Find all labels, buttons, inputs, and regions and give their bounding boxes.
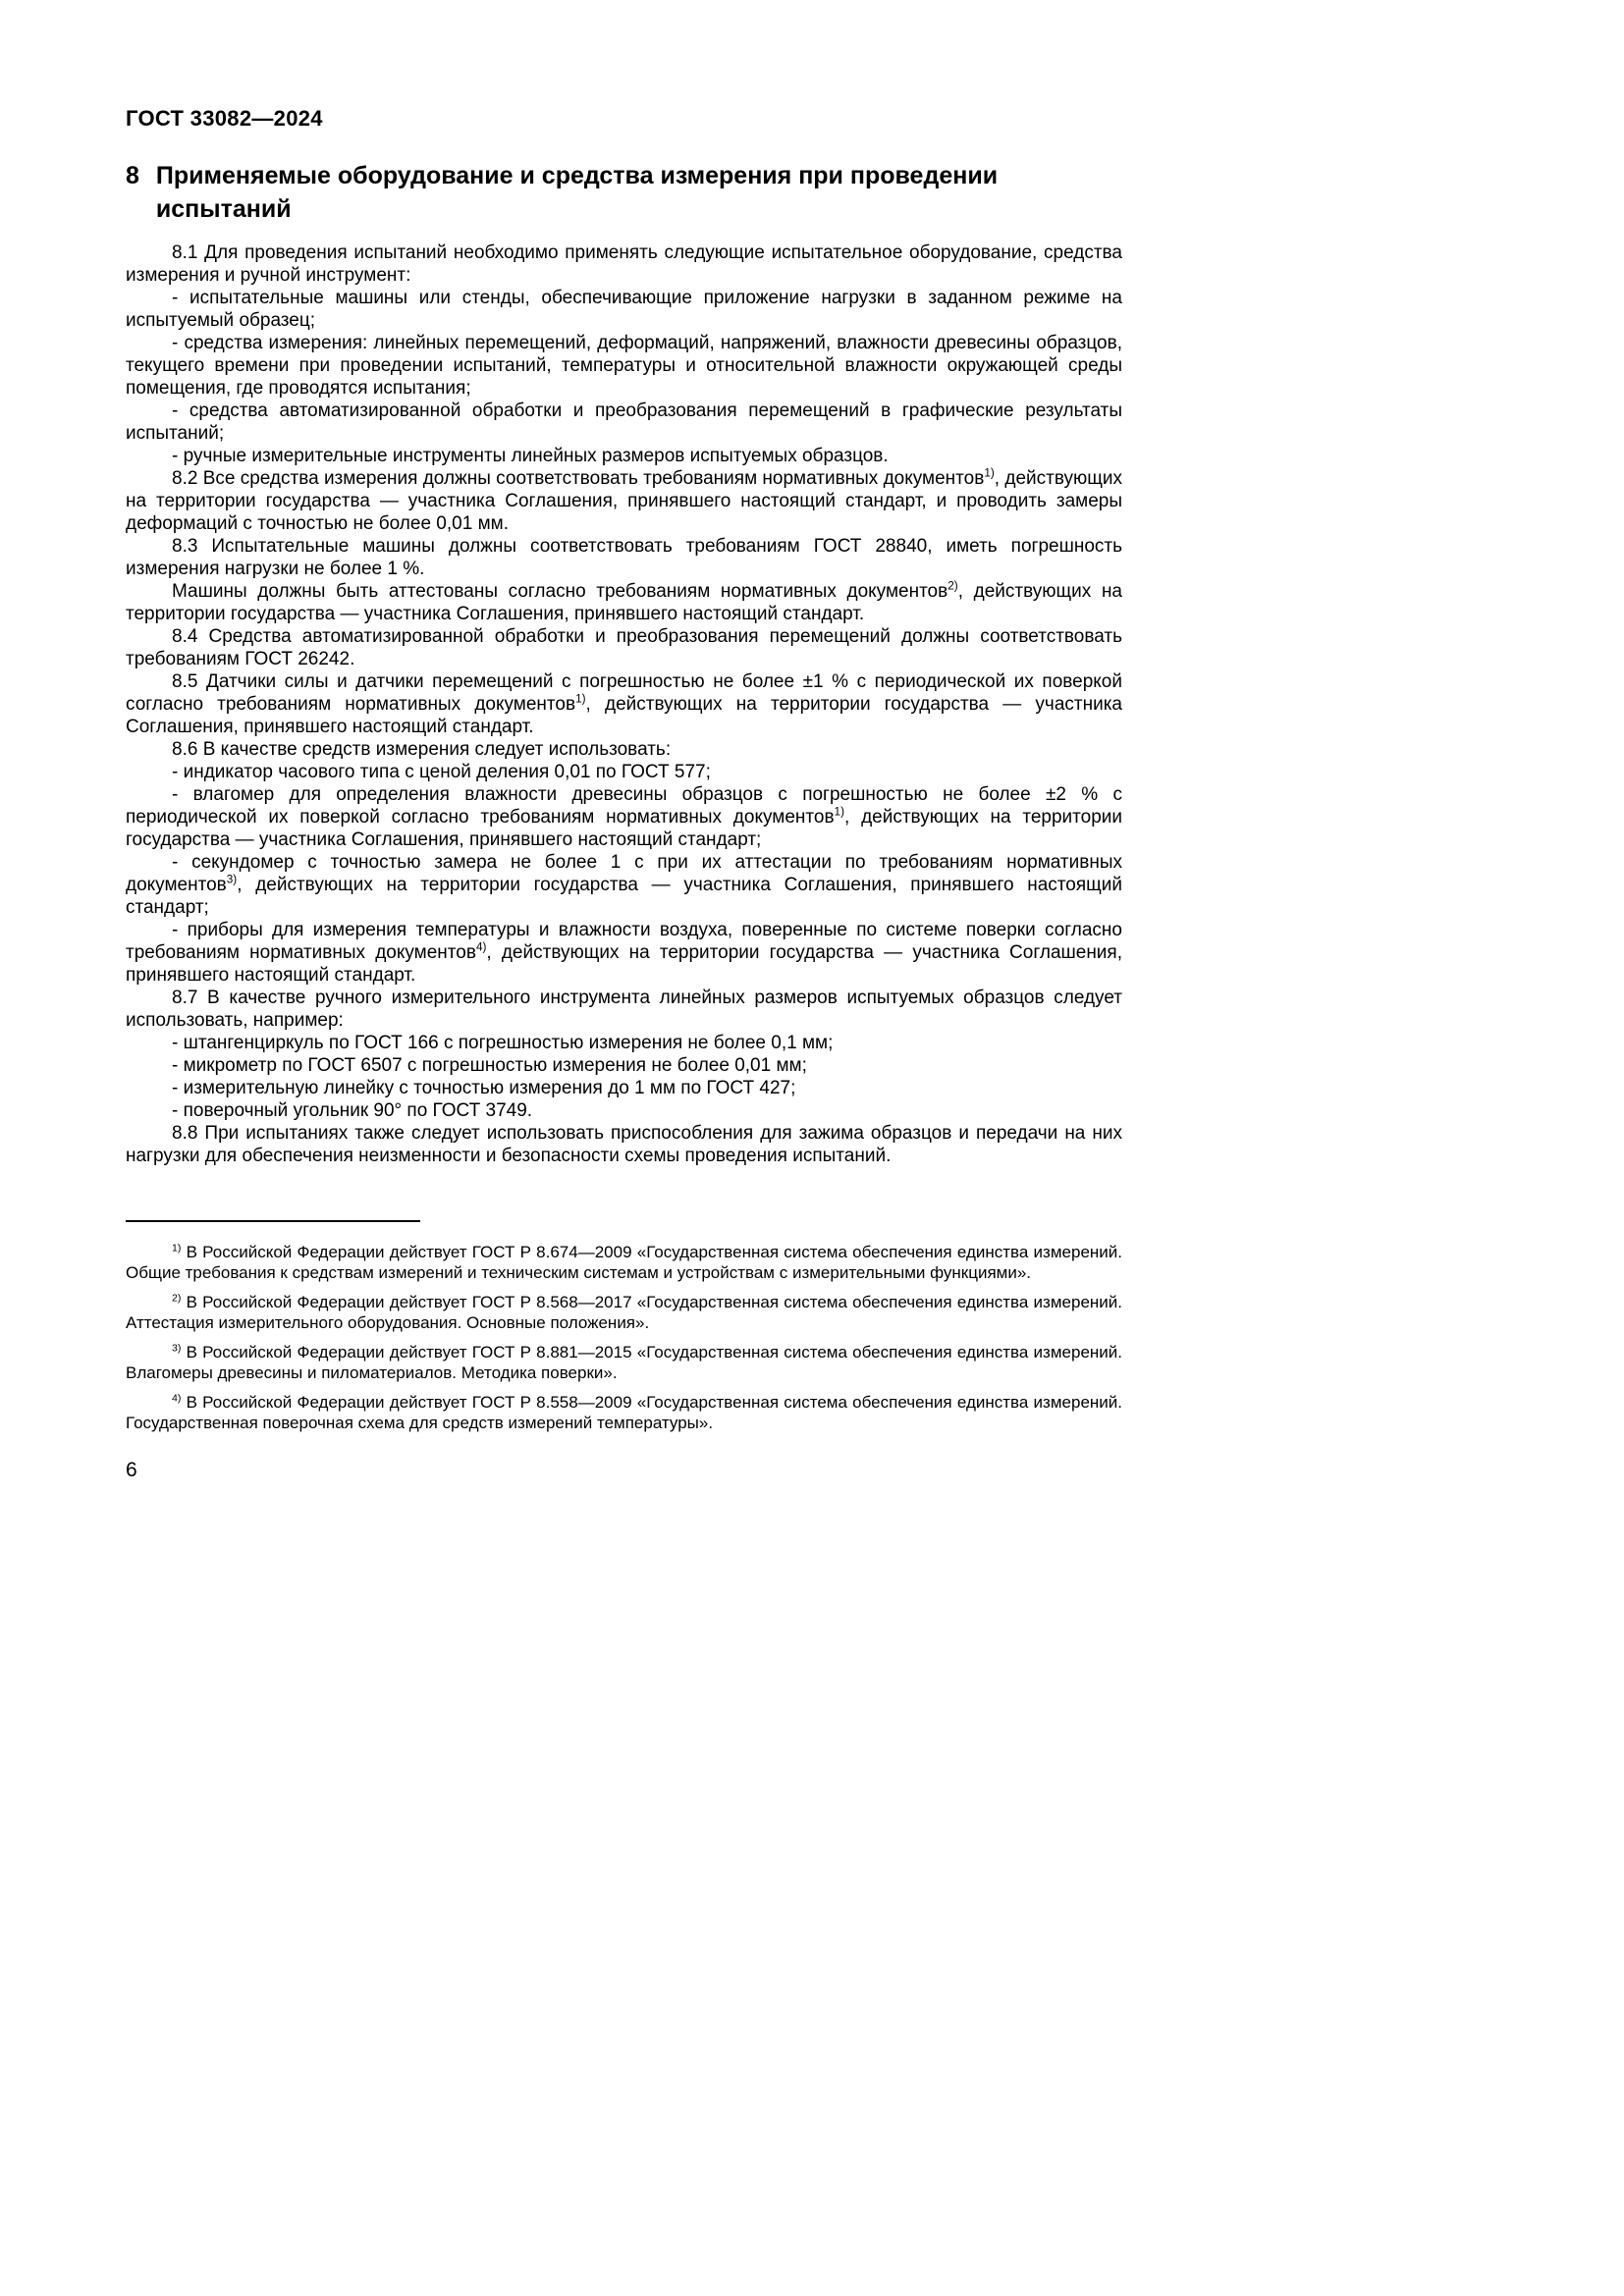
footnote-ref: 1) bbox=[575, 692, 586, 706]
section-title: Применяемые оборудование и средства измерения при проведении испытаний bbox=[155, 162, 999, 223]
clause-8-4: 8.4 Средства автоматизированной обработки и преобразования перемещений должны соответствовать требованиям ГОСТ 26242. bbox=[126, 626, 1122, 669]
list-item-micrometer: - микрометр по ГОСТ 6507 с погрешностью измерения не более 0,01 мм; bbox=[172, 1055, 807, 1076]
clause-8-3-attestation: Машины должны быть аттестованы согласно требованиям нормативных документов$^{2)}$, действующих на территории государства — участника Соглашения, принявшего настоящий стандарт. bbox=[126, 579, 1123, 624]
clause-8-7: 8.7 В качестве ручного измерительного инструмента линейных размеров испытуемых образцов следует использовать, например: bbox=[126, 988, 1122, 1031]
list-item-stopwatch: - секундомер с точностью замера не более 1 с при их аттестации по требованиям нормативных документов$^{3)}$, действующих на территории государства — участника Соглашения, принявшего настоящий стандарт; bbox=[126, 852, 1122, 918]
clause-8-5: 8.5 Датчики силы и датчики перемещений с погрешностью не более ±1 % с периодической их поверкой согласно требованиям нормативных документов$^{1)}$, действующих на территории государства — участника Соглашения, принявшего настоящий стандарт. bbox=[126, 671, 1122, 737]
footnote-ref: 1) bbox=[984, 466, 995, 480]
footnote-ref: 4) bbox=[172, 1392, 182, 1405]
clause-8-6: 8.6 В качестве средств измерения следует использовать: bbox=[172, 739, 672, 760]
clause-8-8: 8.8 При испытаниях также следует использовать приспособления для зажима образцов и передачи на них нагрузки для обеспечения неизменности и безопасности схемы проведения испытаний. bbox=[126, 1123, 1122, 1166]
list-item-measuring-instruments: - средства измерения: линейных перемещений, деформаций, напряжений, влажности древесины образцов, текущего времени при проведении испытаний, температуры и относительной влажности окружающей среды помещения, где проводятся испытания; bbox=[126, 333, 1122, 399]
clause-8-1: 8.1 Для проведения испытаний необходимо применять следующие испытательное оборудование, средства измерения и ручной инструмент: bbox=[126, 242, 1122, 286]
list-item-automated-processing: - средства автоматизированной обработки и преобразования перемещений в графические результаты испытаний; bbox=[126, 400, 1122, 444]
list-item-caliper: - штангенциркуль по ГОСТ 166 с погрешностью измерения не более 0,1 мм; bbox=[172, 1033, 834, 1053]
list-item-hand-tools: - ручные измерительные инструменты линейных размеров испытуемых образцов. bbox=[172, 446, 889, 466]
clause-8-2: 8.2 Все средства измерения должны соответствовать требованиям нормативных документов$^{1)}$, действующих на территории государства — участника Соглашения, принявшего настоящий стандарт, и проводить замеры деформаций с точностью не более 0,01 мм. bbox=[126, 466, 1122, 534]
document-body bbox=[126, 241, 1122, 1167]
footnote-separator bbox=[126, 1220, 420, 1222]
text-block bbox=[126, 106, 1122, 1482]
footnote-ref: 4) bbox=[475, 940, 487, 954]
list-item-test-machines: - испытательные машины или стенды, обеспечивающие приложение нагрузки в заданном режиме на испытуемый образец; bbox=[126, 288, 1122, 331]
list-item-dial-indicator: - индикатор часового типа с ценой деления 0,01 по ГОСТ 577; bbox=[172, 762, 711, 782]
footnote-3: $^{3)}$ В Российской Федерации действует ГОСТ Р 8.881—2015 «Государственная система обеспечения единства измерений. Влагомеры древесины и пиломатериалов. Методика поверки». bbox=[126, 1342, 1122, 1382]
list-item-square: - поверочный угольник 90° по ГОСТ 3749. bbox=[172, 1100, 533, 1121]
footnote-ref: 1) bbox=[172, 1242, 182, 1255]
footnote-ref: 3) bbox=[226, 873, 238, 886]
list-item-moisture-meter: - влагомер для определения влажности древесины образцов с погрешностью не более ±2 % с периодической их поверкой согласно требованиям нормативных документов$^{1)}$, действующих на территории государства — участника Соглашения, принявшего настоящий стандарт; bbox=[126, 784, 1122, 850]
page-number: 6 bbox=[126, 1459, 137, 1481]
footnote-1: $^{1)}$ В Российской Федерации действует ГОСТ Р 8.674—2009 «Государственная система обеспечения единства измерений. Общие требования к средствам измерений и техническим системам и устройствам с измерительными функциями». bbox=[126, 1242, 1122, 1282]
footnotes-block bbox=[126, 1242, 1122, 1433]
footnote-4: $^{4)}$ В Российской Федерации действует ГОСТ Р 8.558—2009 «Государственная система обеспечения единства измерений. Государственная поверочная схема для средств измерений температуры». bbox=[126, 1392, 1122, 1432]
footnote-2: $^{2)}$ В Российской Федерации действует ГОСТ Р 8.568—2017 «Государственная система обеспечения единства измерений. Аттестация измерительного оборудования. Основные положения». bbox=[126, 1292, 1122, 1332]
running-header: ГОСТ 33082—2024 bbox=[126, 106, 323, 131]
list-item-ruler: - измерительную линейку с точностью измерения до 1 мм по ГОСТ 427; bbox=[172, 1078, 796, 1098]
footnote-ref: 2) bbox=[947, 579, 958, 593]
footnote-ref: 1) bbox=[834, 805, 845, 819]
section-heading bbox=[126, 159, 1122, 226]
clause-8-3: 8.3 Испытательные машины должны соответствовать требованиям ГОСТ 28840, иметь погрешность измерения нагрузки не более 1 %. bbox=[126, 536, 1122, 579]
footnote-ref: 3) bbox=[172, 1342, 182, 1355]
list-item-thermo-hygrometer: - приборы для измерения температуры и влажности воздуха, поверенные по системе поверки согласно требованиям нормативных документов$^{4)}$, действующих на территории государства — участника Соглашения, принявшего настоящий стандарт. bbox=[126, 920, 1122, 986]
footnote-ref: 2) bbox=[172, 1292, 182, 1305]
section-number: 8 bbox=[126, 162, 139, 189]
